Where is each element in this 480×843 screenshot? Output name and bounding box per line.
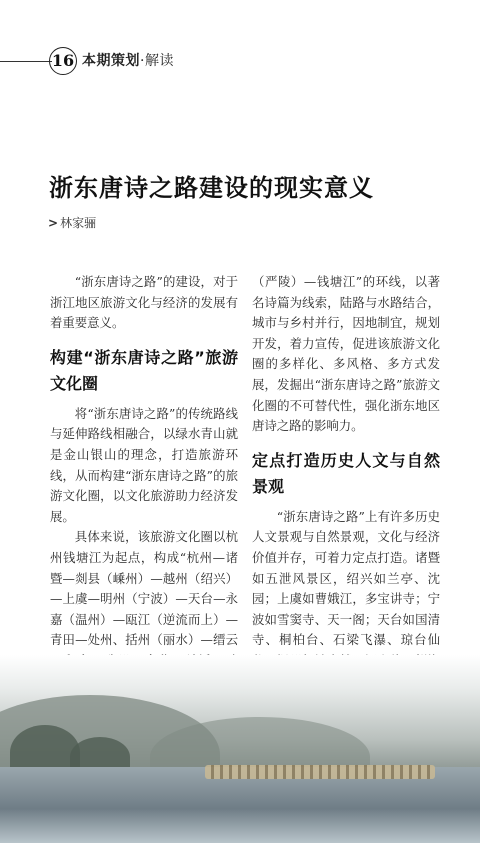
chevron-right-icon: > bbox=[48, 216, 59, 230]
left-column bbox=[50, 272, 238, 713]
right-column bbox=[252, 272, 440, 713]
article-title: 浙东唐诗之路建设的现实意义 bbox=[49, 174, 374, 202]
byline bbox=[48, 214, 96, 231]
paragraph: 将“浙东唐诗之路”的传统路线与延伸路线相融合，以绿水青山就是金山银山的理念，打造旅游环线，从而构建“浙东唐诗之路”的旅游文化圈，以文化旅游助力经济发展。 bbox=[50, 405, 238, 524]
paragraph: （严陵）—钱塘江”的环线，以著名诗篇为线索，陆路与水路结合，城市与乡村并行，因地制宜，规划开发，着力宣传，促进该旅游文化圈的多样化、多风格、多方式发展，发掘出“浙东唐诗之路”旅游文化圈的不可替代性，强化浙东地区唐诗之路的影响力。 bbox=[252, 274, 440, 434]
section-heading: 构建“浙东唐诗之路”旅游文化圈 bbox=[50, 347, 238, 393]
page-number-badge: 16 bbox=[49, 47, 77, 75]
photo-boats bbox=[205, 765, 435, 779]
section-label bbox=[82, 50, 174, 70]
section-heading: 定点打造历史人文与自然景观 bbox=[252, 450, 440, 496]
paragraph: 具体来说，该旅游文化圈以杭州钱塘江为起点，构成“杭州—诸暨—剡县（嵊州）—越州（绍兴）—上虞—明州（宁波）—天台—永嘉（温州）—瓯江（逆流而上）—青田—处州、括州（丽水）—缙云 bbox=[50, 529, 238, 648]
paragraph: “浙东唐诗之路”上有许多历史人文景观与自然景观，文化与经济价值并存，可着力定点打造。诸暨如五泄风景区，绍兴如兰亭、沈园；上虞如曹娥江，多宝讲寺；宁波如雪窦寺、天一阁；天台如国清寺、桐柏台、石梁飞瀑、琼台仙 bbox=[252, 508, 440, 648]
landscape-photo bbox=[0, 655, 480, 843]
subsection-name: ·解读 bbox=[140, 53, 174, 69]
header-rule bbox=[0, 61, 52, 62]
section-name: 本期策划 bbox=[82, 53, 140, 69]
paragraph: “浙东唐诗之路”的建设，对于浙江地区旅游文化与经济的发展有着重要意义。 bbox=[50, 274, 238, 331]
author-name: 林家骊 bbox=[60, 216, 97, 230]
